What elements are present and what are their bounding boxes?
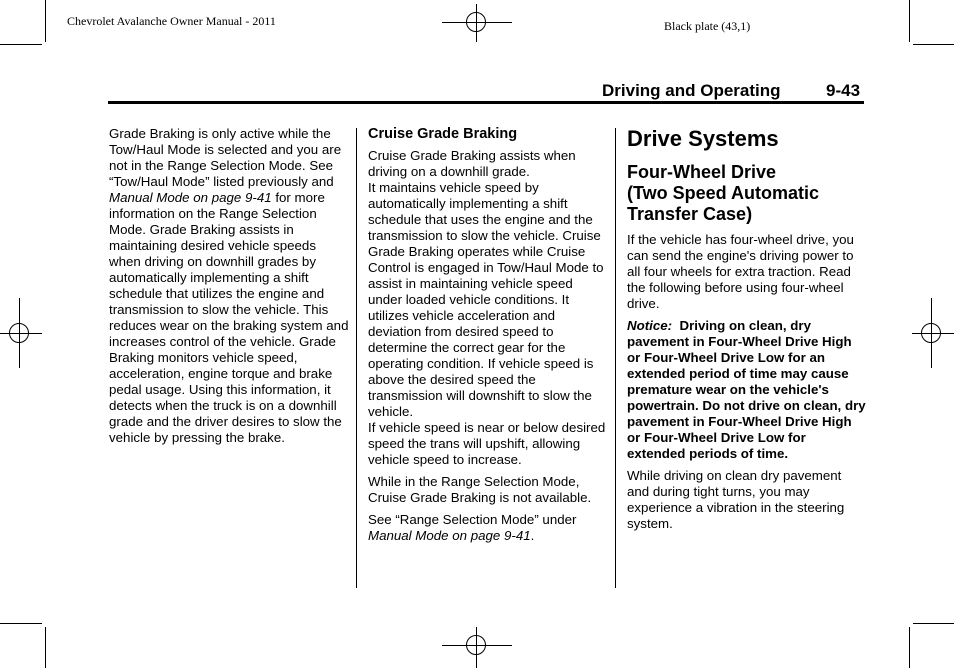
column-2 — [368, 126, 608, 550]
page-title: Drive Systems — [627, 126, 779, 151]
running-head-section: Driving and Operating — [602, 81, 781, 100]
cross-reference: Manual Mode on page 9-41 — [368, 528, 531, 543]
grade-braking-paragraph: Grade Braking is only active while the Tow/Haul Mode is selected and you are not in the Range Selection Mode. See “Tow/Haul Mode” listed previously and Manual Mode on page 9-41 for more information on the Range Selection Mode. Grade Braking assists in maintaining desired vehicle speeds when driving on downhill grades by automatically implementing a shift schedule that utilizes the engine and transmission to slow the vehicle. This reduces wear on the braking system and increases control of the vehicle. Grade Braking monitors vehicle speed, acceleration, engine torque and brake pedal usage. Using this information, it detects when the truck is on a downhill grade and the driver desires to slow the vehicle by pressing the brake. — [109, 126, 349, 445]
header-rule — [108, 101, 864, 104]
page-number: 9-43 — [826, 81, 861, 100]
paragraph: While driving on clean dry pavement and during tight turns, you may experience a vibration in the steering system. — [627, 468, 845, 531]
paragraph: If vehicle speed is near or below desired speed the trans will upshift, allowing vehicle speed to increase. — [368, 420, 606, 467]
paragraph: If the vehicle has four-wheel drive, you can send the engine's driving power to all four wheels for extra traction. Read the following before using four-wheel drive. — [627, 232, 854, 311]
section-subtitle: Four-Wheel Drive (Two Speed Automatic Transfer Case) — [627, 162, 820, 224]
column-3 — [627, 126, 867, 538]
plate-label: Black plate (43,1) — [664, 19, 751, 33]
manual-title: Chevrolet Avalanche Owner Manual - 2011 — [67, 14, 276, 28]
column-divider — [356, 128, 357, 588]
column-divider — [615, 128, 616, 588]
cross-reference: Manual Mode on page 9-41 — [109, 190, 272, 205]
paragraph: Cruise Grade Braking assists when driving on a downhill grade. — [368, 148, 576, 179]
notice: Notice: Driving on clean, dry pavement in Four-Wheel Drive High or Four-Wheel Drive Low for an extended period of time may cause premature wear on the vehicle's powertrain. Do not drive on clean, dry pavement in Four-Wheel Drive High or Four-Wheel Drive Low for extended periods of time. — [627, 318, 866, 461]
section-heading: Cruise Grade Braking — [368, 126, 518, 142]
paragraph: See “Range Selection Mode” under Manual Mode on page 9-41. — [368, 512, 577, 543]
paragraph: It maintains vehicle speed by automatically implementing a shift schedule that uses the engine and the transmission to slow the vehicle. Cruise Grade Braking operates while Cruise Control is engaged in Tow/Haul Mode to assist in maintaining vehicle speed under loaded vehicle conditions. It utilizes vehicle acceleration and deviation from desired speed to determine the correct gear for the operating condition. If vehicle speed is above the desired speed the transmission will downshift to slow the vehicle. — [368, 180, 604, 419]
notice-label: Notice: — [627, 318, 673, 333]
paragraph: While in the Range Selection Mode, Cruise Grade Braking is not available. — [368, 474, 592, 505]
column-1 — [109, 126, 349, 446]
